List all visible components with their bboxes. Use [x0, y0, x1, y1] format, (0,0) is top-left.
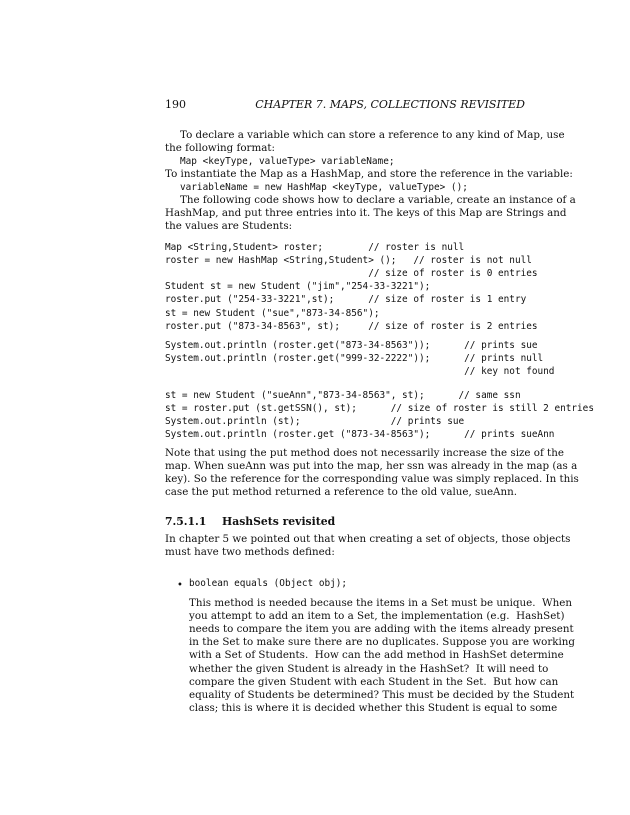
- code-line: System.out.println (roster.get ("873-34-8563"); // prints sueAnn: [165, 429, 555, 441]
- page-number: 190: [165, 98, 186, 111]
- bullet-marker: •: [177, 580, 183, 591]
- bullet-text-line: needs to compare the item you are adding with the items already present: [189, 623, 574, 636]
- code-line: variableName = new HashMap <keyType, valueType> ();: [180, 182, 468, 193]
- text-line: In chapter 5 we pointed out that when creating a set of objects, those objects: [165, 533, 571, 545]
- code-line: // size of roster is 0 entries: [165, 268, 538, 280]
- code-line: System.out.println (st); // prints sue: [165, 416, 465, 428]
- code-line: st = roster.put (st.getSSN(), st); // size of roster is still 2 entries: [165, 403, 594, 415]
- code-line: roster = new HashMap <String,Student> (); // roster is not null: [165, 255, 532, 267]
- code-line: Student st = new Student ("jim","254-33-3221");: [165, 281, 431, 293]
- page-header: [165, 98, 525, 114]
- text-line: The following code shows how to declare a variable, create an instance of a: [180, 194, 576, 206]
- text-line: the following format:: [165, 142, 275, 154]
- bullet-text-line: equality of Students be determined? This must be decided by the Student: [189, 688, 575, 701]
- bullet-text-line: in the Set to make sure there are no duplicates. Suppose you are working: [189, 636, 576, 649]
- text-line: map. When sueAnn was put into the map, her ssn was already in the map (as a: [165, 460, 578, 472]
- text-line: HashMap, and put three entries into it. The keys of this Map are Strings and: [165, 207, 567, 219]
- text-line: Note that using the put method does not necessarily increase the size of the: [165, 447, 564, 459]
- section-title: HashSets revisited: [222, 515, 336, 528]
- code-line: Map <keyType, valueType> variableName;: [180, 156, 395, 167]
- text-line: To instantiate the Map as a HashMap, and store the reference in the variable:: [165, 168, 573, 180]
- text-line: must have two methods defined:: [165, 546, 335, 558]
- text-line: case the put method returned a reference to the old value, sueAnn.: [165, 486, 518, 498]
- bullet-text-line: compare the given Student with each Student in the Set. But how can: [189, 675, 559, 688]
- section-heading: [165, 515, 335, 528]
- text-line: To declare a variable which can store a reference to any kind of Map, use: [180, 129, 565, 141]
- code-line: // key not found: [165, 366, 555, 378]
- bullet-signature: boolean equals (Object obj);: [189, 578, 348, 589]
- running-title: CHAPTER 7. MAPS, COLLECTIONS REVISITED: [255, 98, 525, 111]
- text-line: key). So the reference for the corresponding value was simply replaced. In this: [165, 473, 579, 485]
- bullet-text-line: This method is needed because the items in a Set must be unique. When: [189, 597, 572, 609]
- bullet-text-line: whether the given Student is already in the HashSet? It will need to: [189, 662, 549, 675]
- section-number: 7.5.1.1: [165, 515, 207, 528]
- code-line: roster.put ("873-34-8563", st); // size of roster is 2 entries: [165, 320, 538, 332]
- bullet-text-line: with a Set of Students. How can the add method in HashSet determine: [189, 649, 564, 662]
- code-line: System.out.println (roster.get("873-34-8563")); // prints sue: [165, 340, 538, 351]
- code-line: st = new Student ("sue","873-34-856");: [165, 307, 380, 319]
- code-line: Map <String,Student> roster; // roster is null: [165, 242, 465, 253]
- bullet-text-line: class; this is where it is decided whether this Student is equal to some: [189, 701, 558, 714]
- text-line: the values are Students:: [165, 220, 293, 232]
- code-line: System.out.println (roster.get("999-32-2222")); // prints null: [165, 353, 544, 365]
- code-line: st = new Student ("sueAnn","873-34-8563", st); // same ssn: [165, 390, 521, 401]
- code-line: roster.put ("254-33-3221",st); // size of roster is 1 entry: [165, 294, 527, 306]
- bullet-text-line: you attempt to add an item to a Set, the implementation (e.g. HashSet): [189, 610, 565, 623]
